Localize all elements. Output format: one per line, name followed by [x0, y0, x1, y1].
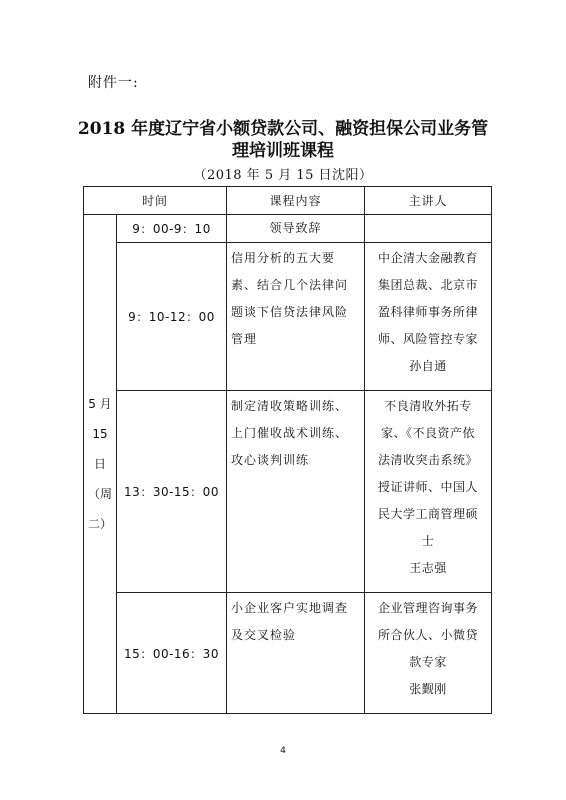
content-cell: 制定清收策略训练、上门催收战术训练、攻心谈判训练: [227, 391, 365, 593]
table-row: [84, 391, 492, 593]
speaker-cell: [365, 215, 492, 243]
speaker-line: 不良清收外拓专: [384, 399, 472, 413]
speaker-line: 款专家: [409, 655, 447, 669]
schedule-table: [83, 186, 492, 714]
speaker-cell: [365, 391, 492, 593]
speaker-line: 企业管理咨询事务: [378, 601, 479, 615]
speaker-cell: [365, 593, 492, 714]
speaker-cell: [365, 243, 492, 391]
document-title-line2: 理培训班课程: [232, 141, 334, 161]
table-row: [84, 243, 492, 391]
speaker-line: 张觐刚: [409, 682, 447, 696]
content-cell: 信用分析的五大要素、结合几个法律问题谈下信贷法律风险管理: [227, 243, 365, 391]
time-cell: 13：30-15：00: [117, 391, 227, 593]
speaker-line: 王志强: [409, 561, 447, 575]
header-time: 时间: [84, 187, 227, 215]
speaker-line: 师、风险管控专家: [378, 332, 479, 346]
speaker-line: 法清收突击系统》: [378, 453, 479, 467]
speaker-line: 盈科律师事务所律: [378, 305, 479, 319]
content-cell: 领导致辞: [227, 215, 365, 243]
content-cell: 小企业客户实地调查及交叉检验: [227, 593, 365, 714]
speaker-line: 家、《不良资产依: [381, 426, 476, 440]
table-row: [84, 215, 492, 243]
date-line: 5 月: [88, 397, 112, 411]
header-content: 课程内容: [227, 187, 365, 215]
date-line: 15 日: [92, 427, 108, 471]
header-row: [84, 187, 492, 215]
table-row: [84, 593, 492, 714]
annex-label: 附件一:: [88, 75, 139, 91]
time-cell: 15：00-16：30: [117, 593, 227, 714]
document-title-line1: 2018 年度辽宁省小额贷款公司、融资担保公司业务管: [77, 119, 489, 139]
speaker-line: 中企清大金融教育: [378, 251, 479, 265]
speaker-line: 士: [421, 534, 435, 548]
date-line: （周: [88, 487, 113, 501]
page-number: 4: [280, 746, 286, 756]
speaker-line: 授证讲师、中国人: [378, 480, 479, 494]
time-cell: 9：10-12：00: [117, 243, 227, 391]
speaker-line: 民大学工商管理硕: [378, 507, 479, 521]
time-cell: 9：00-9：10: [117, 215, 227, 243]
header-speaker: 主讲人: [365, 187, 492, 215]
speaker-line: 所合伙人、小微贷: [378, 628, 479, 642]
date-line: 二）: [88, 517, 113, 531]
document-subtitle: （2018 年 5 月 15 日沈阳）: [193, 168, 373, 183]
date-cell: [84, 215, 117, 714]
speaker-line: 孙自通: [409, 359, 447, 373]
speaker-line: 集团总裁、北京市: [378, 278, 479, 292]
